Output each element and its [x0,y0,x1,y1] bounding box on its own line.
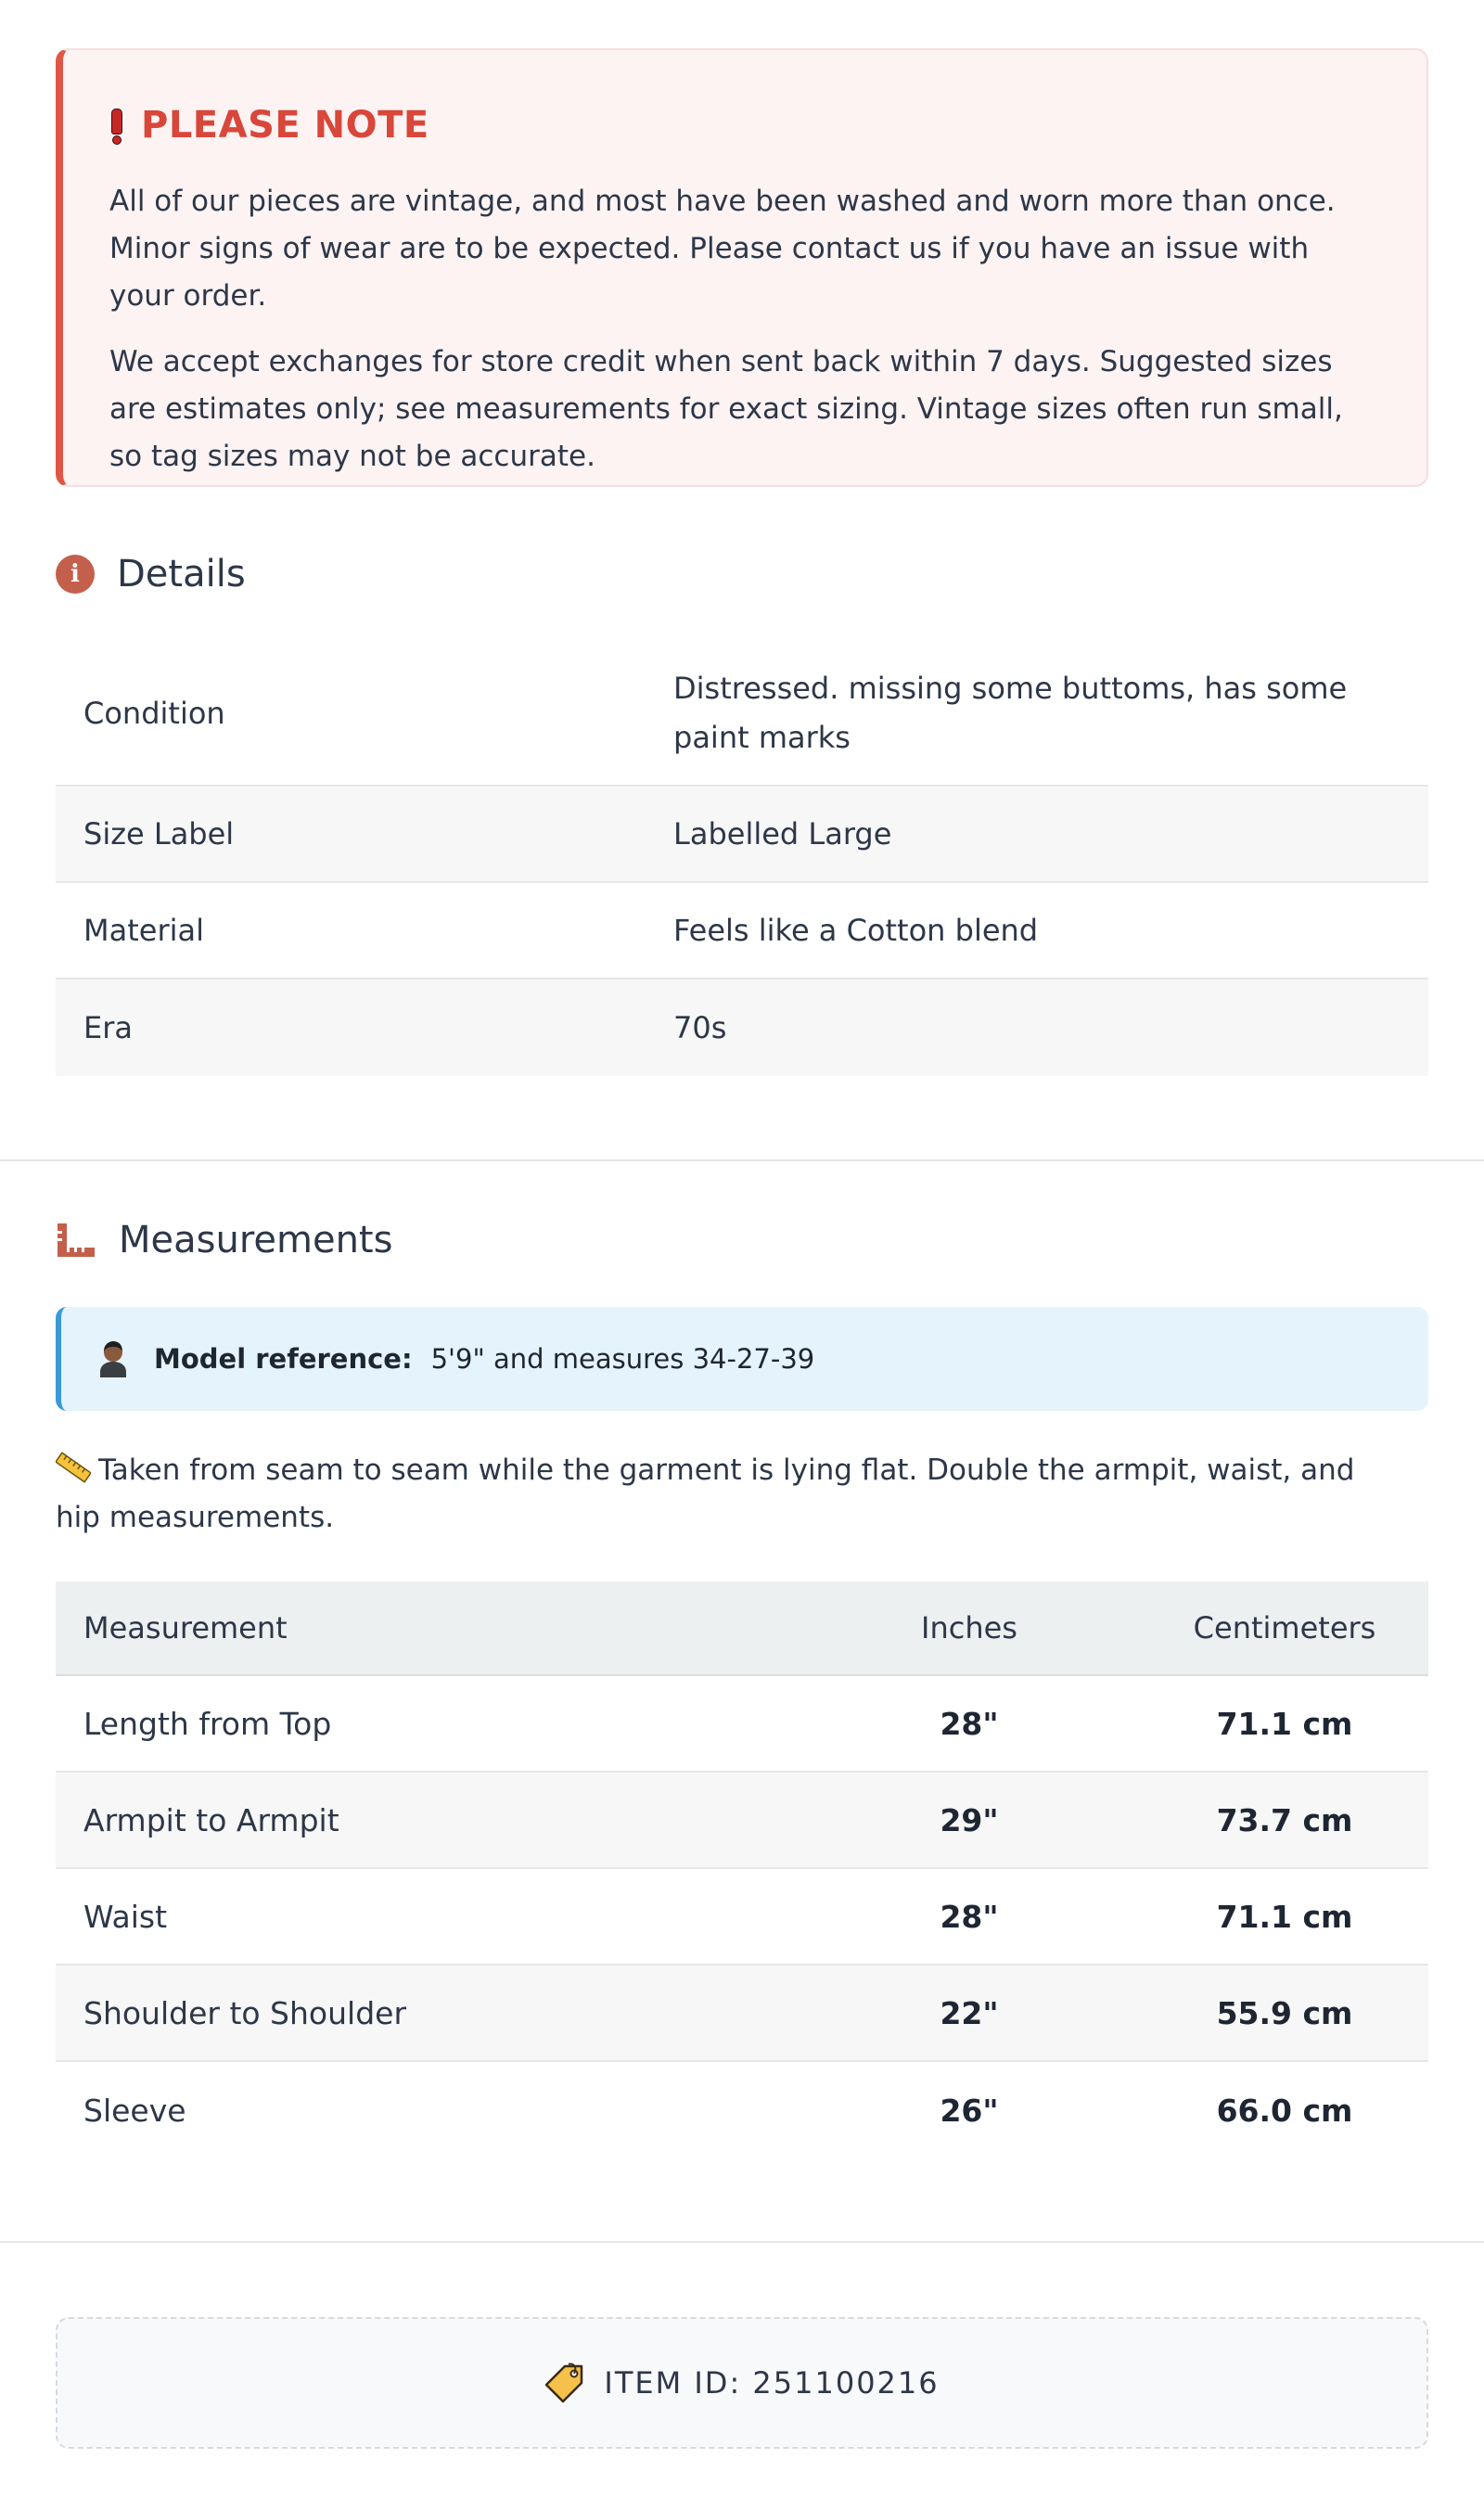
details-heading-text: Details [117,553,246,595]
details-label: Material [83,913,204,948]
measurement-cm: 73.7 cm [1216,1801,1353,1838]
details-value: 70s [673,1009,727,1045]
tag-icon [544,2363,585,2403]
measurement-name: Length from Top [83,1705,332,1742]
model-reference-value: 5'9" and measures 34-27-39 [430,1343,815,1375]
measurement-cm: 55.9 cm [1216,1994,1353,2031]
item-id-text: ITEM ID: 251100216 [604,2365,940,2401]
notice-paragraph-1: All of our pieces are vintage, and most have been washed and worn more than once. Minor signs of wear are to be expected. Please contact us if you have an issue with your order. [109,185,1336,313]
measurement-table-header [56,1581,1428,1676]
details-table [56,641,1428,1076]
table-row [56,1676,1428,1773]
measurement-inches: 26" [940,2092,999,2129]
model-reference-label: Model reference: [154,1343,413,1375]
measurement-cm: 71.1 cm [1216,1898,1353,1935]
item-id-box [56,2317,1428,2449]
model-reference-box [56,1307,1428,1411]
details-label: Era [83,1010,133,1045]
notice-paragraph-2: We accept exchanges for store credit when sent back within 7 days. Suggested sizes are estimates only; see measurements for exact sizing. Vintage sizes often run small, so tag sizes may not be accurate. [109,345,1343,473]
measurement-cm: 66.0 cm [1216,2092,1353,2129]
table-row [56,1773,1428,1869]
measurement-name: Shoulder to Shoulder [83,1994,407,2031]
details-row-era [56,980,1428,1076]
header-centimeters: Centimeters [1193,1610,1376,1645]
measurement-inches: 28" [940,1705,999,1742]
measurement-table-body [56,1676,1428,2158]
header-measurement: Measurement [83,1610,288,1645]
details-heading [56,553,246,595]
ruler-pencil-icon [56,1452,91,1483]
ruler-icon [56,1222,96,1259]
section-divider [0,1159,1484,1161]
notice-title [109,102,1380,148]
measurement-inches: 22" [940,1994,999,2031]
info-icon: i [56,555,95,594]
details-value: Feels like a Cotton blend [673,912,1039,948]
measurement-name: Sleeve [83,2092,186,2129]
details-row-material [56,883,1428,980]
measurement-cm: 71.1 cm [1216,1705,1353,1742]
details-value: Labelled Large [673,815,892,852]
measurement-note [56,1447,1382,1542]
table-row [56,1966,1428,2062]
please-note-box [56,48,1428,487]
section-divider [0,2241,1484,2243]
header-inches: Inches [921,1610,1017,1645]
details-label: Condition [83,695,225,731]
person-icon [96,1340,130,1377]
measurements-heading-text: Measurements [119,1219,393,1261]
notice-title-text: PLEASE NOTE [141,104,429,147]
measurement-inches: 29" [940,1801,999,1838]
table-row [56,1869,1428,1966]
details-row-condition [56,641,1428,787]
measurement-table [56,1581,1428,2158]
measurement-inches: 28" [940,1898,999,1935]
details-value: Distressed. missing some buttoms, has some paint marks [673,670,1348,755]
measurements-heading [56,1219,392,1261]
measurement-name: Waist [83,1898,168,1935]
details-label: Size Label [83,816,235,852]
measurement-name: Armpit to Armpit [83,1801,339,1838]
exclamation-icon [109,109,121,142]
table-row [56,2062,1428,2158]
measurement-note-text: Taken from seam to seam while the garment is lying flat. Double the armpit, waist, and hip measurements. [56,1453,1355,1534]
details-row-size-label [56,787,1428,883]
